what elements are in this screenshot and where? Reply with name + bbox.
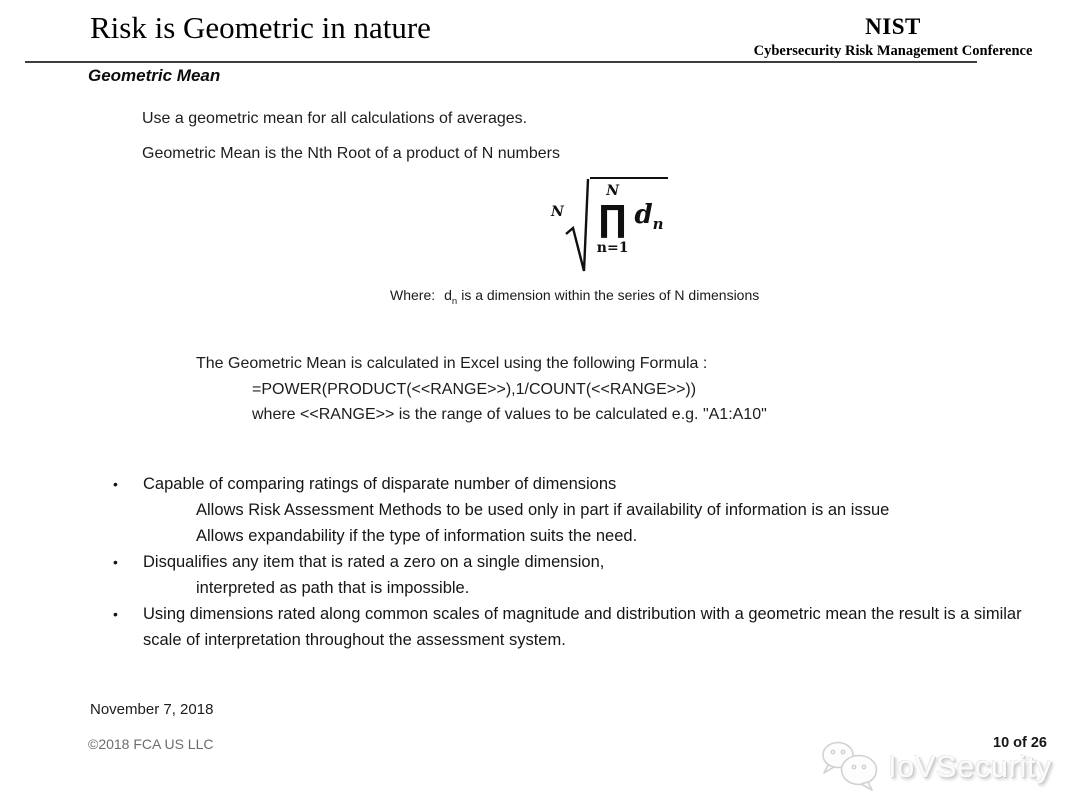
geometric-mean-formula xyxy=(551,177,668,275)
excel-formula-block xyxy=(196,351,767,428)
excel-line-3: where <<RANGE>> is the range of values to be calculated e.g. "A1:A10" xyxy=(252,406,767,423)
header-right xyxy=(740,14,1046,60)
chat-bubbles-icon xyxy=(816,740,888,794)
intro-line-1: Use a geometric mean for all calculations of averages. xyxy=(142,110,528,127)
caption-term: $d_n$ xyxy=(444,287,458,307)
watermark-label: IoVSecurity xyxy=(887,749,1052,784)
excel-line-2: =POWER(PRODUCT(<<RANGE>>),1/COUNT(<<RANGE>>)) xyxy=(252,380,697,398)
product-term: $d_n$ xyxy=(634,200,664,234)
bullet-dot: • xyxy=(113,606,118,622)
bullet-item xyxy=(110,471,1038,549)
product-symbol: ∏ xyxy=(598,199,627,240)
bullet-text: Using dimensions rated along common scales of magnitude and distribution with a geometric mean the result is a similar scale of interpretation throughout the assessment system. xyxy=(143,605,1022,649)
caption-prefix: Where: xyxy=(390,287,436,303)
bullet-subline: interpreted as path that is impossible. xyxy=(196,579,470,597)
bullet-item xyxy=(110,601,1038,653)
bullet-text: Capable of comparing ratings of disparate number of dimensions xyxy=(143,475,617,493)
radical-index: N xyxy=(551,204,564,220)
bullet-subline: Allows expandability if the type of information suits the need. xyxy=(196,527,638,545)
formula-caption xyxy=(390,287,759,307)
section-heading: Geometric Mean xyxy=(88,66,221,85)
product-notation xyxy=(597,184,629,256)
radicand xyxy=(590,177,668,256)
product-lower-limit: n=1 xyxy=(596,240,629,256)
bullet-dot: • xyxy=(113,554,118,570)
org-name: NIST xyxy=(865,14,921,39)
excel-line-1: The Geometric Mean is calculated in Excel using the following Formula : xyxy=(196,355,708,372)
bullet-dot: • xyxy=(113,476,118,492)
bullet-item xyxy=(110,549,1038,601)
slide-title: Risk is Geometric in nature xyxy=(90,10,431,45)
bullet-subline: Allows Risk Assessment Methods to be used only in part if availability of information is an issue xyxy=(196,501,890,519)
intro-line-2: Geometric Mean is the Nth Root of a product of N numbers xyxy=(142,145,560,162)
footer-copyright: ©2018 FCA US LLC xyxy=(88,736,214,752)
caption-rest: is a dimension within the series of N dimensions xyxy=(461,287,760,303)
footer-date: November 7, 2018 xyxy=(90,701,214,718)
bullet-list xyxy=(110,471,1038,653)
product-upper-limit: N xyxy=(606,183,620,199)
bullet-text: Disqualifies any item that is rated a zero on a single dimension, xyxy=(143,553,605,571)
conference-name: Cybersecurity Risk Management Conference xyxy=(753,43,1033,59)
page-number: 10 of 26 xyxy=(993,735,1047,751)
radical-sign-icon xyxy=(565,177,590,275)
header-divider xyxy=(25,61,977,63)
